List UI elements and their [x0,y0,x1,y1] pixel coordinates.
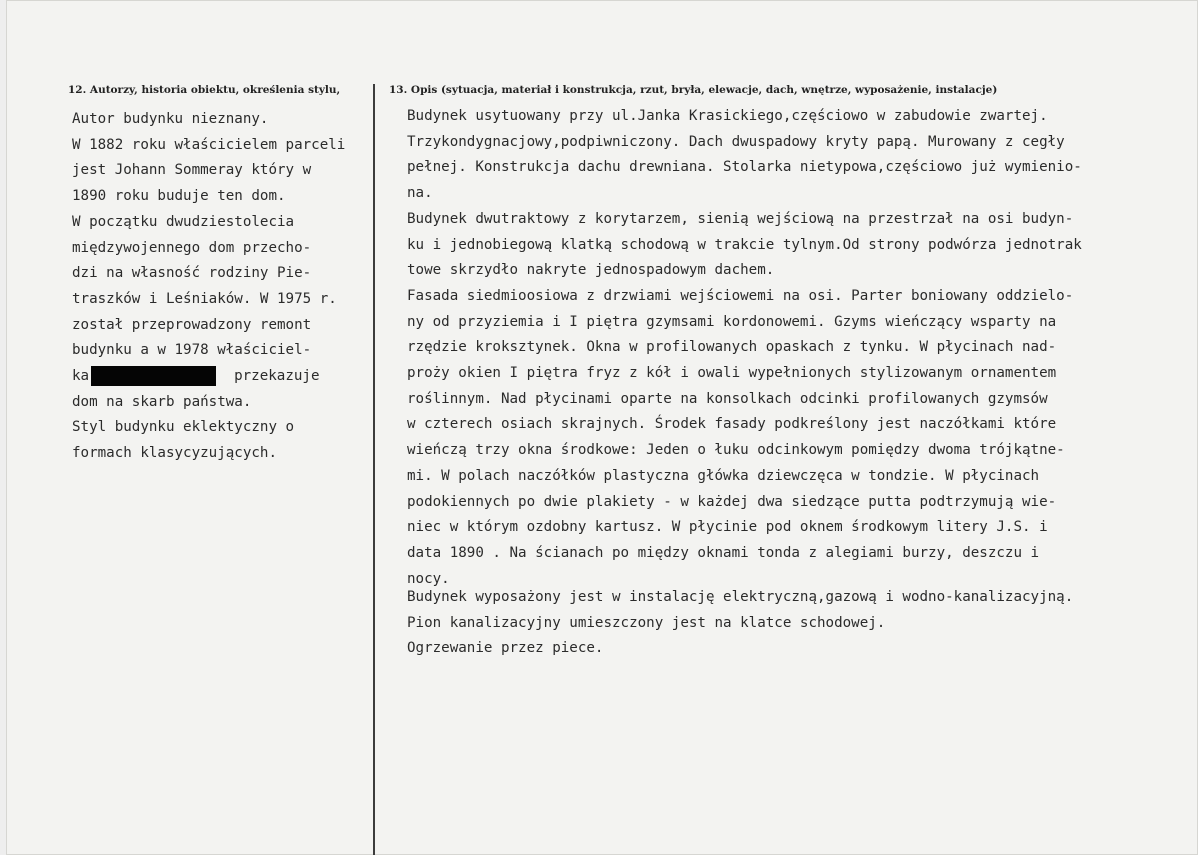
text-line: Fasada siedmioosiowa z drzwiami wejściowemi na osi. Parter boniowany oddzielo- [407,287,1074,304]
text-line: został przeprowadzony remont [72,316,312,333]
text-line: międzywojennego dom przecho- [72,239,312,256]
text-line: W początku dwudziestolecia [72,213,295,230]
text-line: Pion kanalizacyjny umieszczony jest na klatce schodowej. [407,614,886,631]
text-line: nocy. [407,570,450,587]
text-line: Ogrzewanie przez piece. [407,640,604,657]
text-line: proży okien I piętra fryz z kół i owali wypełnionych stylizowanym ornamentem [407,365,1057,381]
text-line: dzi na własność rodziny Pie- [72,265,312,282]
text-line: pełnej. Konstrukcja dachu drewniana. Stolarka nietypowa,częściowo już wymienio- [407,159,1082,176]
text-line: dom na skarb państwa. [72,393,252,410]
text-line: roślinnym. Nad płycinami oparte na konsolkach odcinki profilowanych gzymsów [407,390,1048,407]
section-12-header: 12. Autorzy, historia obiektu, określenia stylu, [68,84,341,96]
text-line: wieńczą trzy okna środkowe: Jeden o łuku odcinkowym pomiędzy dwoma trójkątne- [407,442,1065,459]
text-line: ku i jednobiegową klatką schodową w trakcie tylnym.Od strony podwórza jednotrak [407,236,1082,253]
text-line: towe skrzydło nakryte jednospadowym dachem. [407,262,775,279]
text-line: na. [407,185,433,202]
column-divider [373,84,375,855]
document-sheet [6,0,1198,855]
text-line: niec w którym ozdobny kartusz. W płycinie pod oknem środkowym litery J.S. i [407,519,1048,536]
section-13-header: 13. Opis (sytuacja, materiał i konstrukcja, rzut, bryła, elewacje, dach, wnętrze, wyposażenie, instalacje) [389,84,998,96]
text-line: formach klasycyzujących. [72,445,277,462]
text-line: budynku a w 1978 właściciel- [72,342,312,359]
text-line: podokiennych po dwie plakiety - w każdej dwa siedzące putta podtrzymują wie- [407,493,1057,510]
text-line: W 1882 roku właścicielem parceli [72,136,346,153]
text-line: traszków i Leśniaków. W 1975 r. [72,290,337,307]
text-fragment: przekazuje [234,368,320,384]
text-line: ny od przyziemia i I piętra gzymsami kordonowemi. Gzyms wieńczący wsparty na [407,313,1057,330]
text-line: Budynek wyposażony jest w instalację elektryczną,gazową i wodno-kanalizacyjną. [407,589,1074,605]
text-fragment: ka [72,368,90,384]
redacted-line [72,364,320,388]
text-line: jest Johann Sommeray który w [72,162,312,179]
text-line: Budynek dwutraktowy z korytarzem, sienią wejściową na przestrzał na osi budyn- [407,210,1074,227]
text-line: Trzykondygnacjowy,podpiwniczony. Dach dwuspadowy kryty papą. Murowany z cegły [407,133,1065,150]
text-line: rzędzie kroksztynek. Okna w profilowanych opaskach z tynku. W płycinach nad- [407,339,1057,356]
text-line: Budynek usytuowany przy ul.Janka Krasickiego,częściowo w zabudowie zwartej. [407,108,1048,124]
text-line: Autor budynku nieznany. [72,111,269,127]
text-line: 1890 roku buduje ten dom. [72,188,286,205]
redaction-bar [91,366,216,386]
text-line: Styl budynku eklektyczny o [72,419,295,436]
text-line: data 1890 . Na ścianach po między oknami tonda z alegiami burzy, deszczu i [407,544,1040,561]
text-line: mi. W polach naczółków plastyczna główka dziewczęca w tondzie. W płycinach [407,467,1040,484]
text-line: w czterech osiach skrajnych. Środek fasady podkreślony jest naczółkami które [407,416,1057,433]
